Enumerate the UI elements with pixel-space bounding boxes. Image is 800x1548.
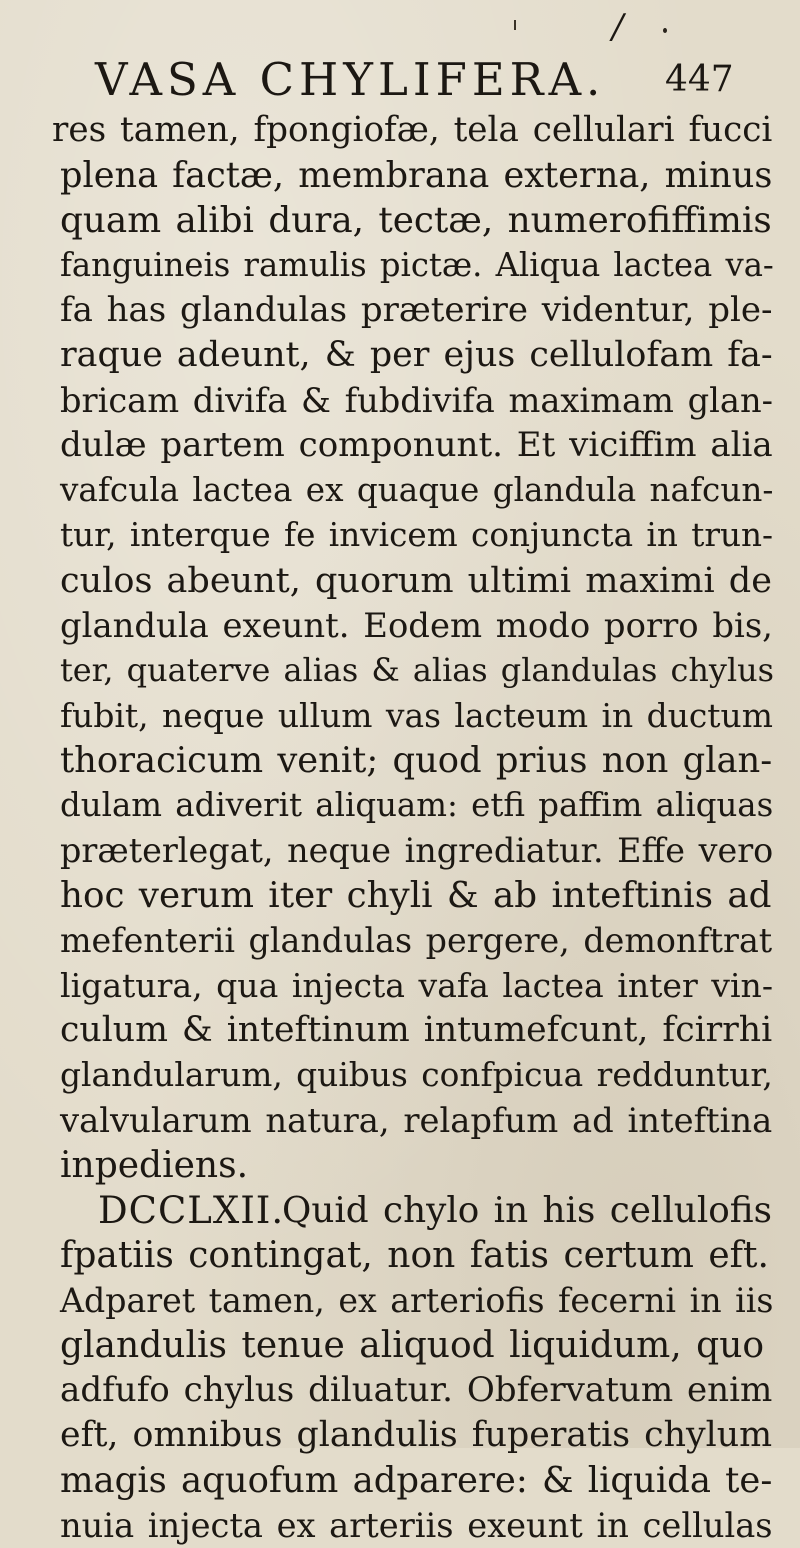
page-number: 447	[665, 59, 734, 100]
section-number: DCCLXII.	[98, 1189, 285, 1232]
text-line: hoc verum iter chyli & ab inteftinis ad	[60, 875, 772, 916]
text-line: valvularum natura, relapfum ad inteftina	[60, 1101, 773, 1140]
text-line: eft, omnibus glandulis fuperatis chylum	[60, 1415, 773, 1455]
text-line: bricam divifa & fubdivifa maximam glan-	[60, 381, 773, 420]
text-line: ter, quaterve alias & alias glandulas chylus	[60, 651, 775, 689]
text-line: culum & inteftinum intumefcunt, fcirrhi	[60, 1010, 773, 1050]
text-line: tur, interque fe invicem conjuncta in trun-	[60, 516, 774, 554]
page-header	[95, 50, 775, 110]
text-line: Adparet tamen, ex arteriofis fecerni in iis	[60, 1281, 774, 1320]
text-line: plena factæ, membrana externa, minus	[60, 155, 773, 196]
text-line: mefenterii glandulas pergere, demonftrat	[60, 921, 773, 960]
ink-dot-mark	[663, 28, 667, 33]
text-line: nuia injecta ex arteriis exeunt in cellulas	[60, 1506, 773, 1545]
text-line: fpatiis contingat, non fatis certum eft.	[60, 1235, 769, 1276]
text-line: dulæ partem componunt. Et viciffim alia	[60, 425, 773, 465]
text-line: glandula exeunt. Eodem modo porro bis,	[60, 606, 773, 645]
text-line: Quid chylo in his cellulofis	[282, 1190, 772, 1231]
ink-tick-mark	[514, 20, 516, 30]
text-line: fa has glandulas præterire videntur, ple-	[60, 290, 773, 330]
text-line: adfufo chylus diluatur. Obfervatum enim	[60, 1370, 773, 1410]
text-line: fubit, neque ullum vas lacteum in ductum	[60, 696, 773, 735]
text-line: quam alibi dura, tectæ, numerofiffimis	[60, 200, 772, 241]
text-line: dulam adiverit aliquam: etfi paffim aliquas	[60, 786, 774, 824]
text-line: præterlegat, neque ingrediatur. Effe vero	[60, 831, 774, 870]
text-line: res tamen, fpongiofæ, tela cellulari fucci	[52, 110, 773, 150]
text-line: glandulis tenue aliquod liquidum, quo	[60, 1325, 765, 1366]
text-line: magis aquofum adparere: & liquida te-	[60, 1460, 773, 1501]
text-line: vafcula lactea ex quaque glandula nafcun-	[60, 471, 774, 509]
text-line: fanguineis ramulis pictæ. Aliqua lactea va-	[60, 246, 774, 284]
text-line: ligatura, qua injecta vafa lactea inter vin-	[60, 966, 774, 1005]
text-line: thoracicum venit; quod prius non glan-	[60, 740, 773, 781]
text-line: raque adeunt, & per ejus cellulofam fa-	[60, 335, 773, 375]
ink-slash-mark: /	[612, 7, 624, 47]
running-head: VASA CHYLIFERA.	[95, 53, 606, 106]
text-line: glandularum, quibus confpicua redduntur,	[60, 1056, 773, 1094]
text-line: inpediens.	[60, 1145, 249, 1186]
text-line: culos abeunt, quorum ultimi maximi de	[60, 560, 772, 601]
